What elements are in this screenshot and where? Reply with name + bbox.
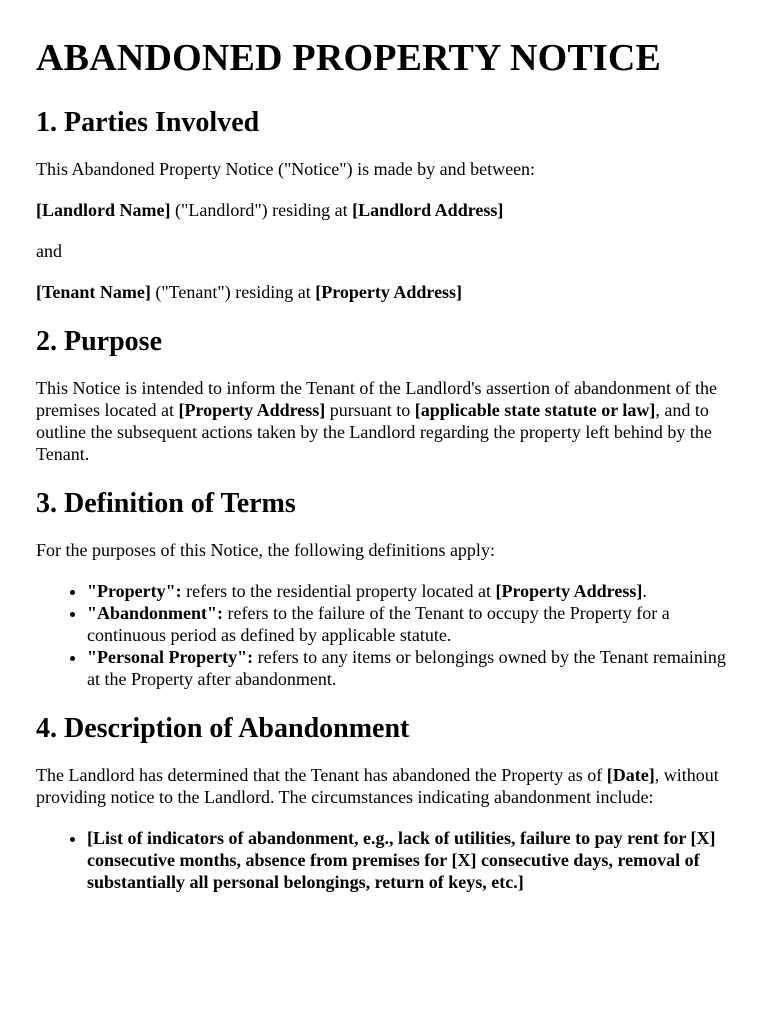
purpose-statute-placeholder: [applicable state statute or law] (414, 400, 656, 420)
definition-text: refers to the failure of the Tenant to occupy the Property for a continuous period as defined by applicable statute. (87, 603, 670, 645)
definitions-list (36, 580, 734, 690)
abandonment-text-1: The Landlord has determined that the Tenant has abandoned the Property as of (36, 765, 607, 785)
section-1-intro: This Abandoned Property Notice ("Notice") is made by and between: (36, 159, 536, 179)
landlord-line (36, 199, 734, 221)
definition-item-personal-property (87, 646, 734, 690)
purpose-text-2: pursuant to (325, 400, 415, 420)
definition-item-abandonment (87, 602, 734, 646)
abandonment-date-placeholder: [Date] (606, 765, 655, 785)
definition-term: "Abandonment": (87, 603, 224, 623)
purpose-text-1: This Notice is intended to inform the Tenant of the Landlord's assertion of abandonment of the premises located at (36, 378, 717, 420)
definition-item-property (87, 580, 734, 602)
abandonment-indicator-item (87, 827, 734, 893)
definitions-intro: For the purposes of this Notice, the following definitions apply: (36, 540, 495, 560)
purpose-text-3: , and to outline the subsequent actions taken by the Landlord regarding the property left behind by the Tenant. (36, 400, 712, 464)
definition-end: . (642, 581, 647, 601)
tenant-address-placeholder: [Property Address] (315, 282, 463, 302)
abandonment-indicators-list (36, 827, 734, 893)
section-1-heading: 1. Parties Involved (36, 107, 260, 138)
definition-bold-end: [Property Address] (495, 581, 643, 601)
tenant-name-placeholder: [Tenant Name] (36, 282, 151, 302)
definition-term: "Personal Property": (87, 647, 254, 667)
tenant-line (36, 281, 734, 303)
abandonment-text-2: , without providing notice to the Landlord. The circumstances indicating abandonment include: (36, 765, 719, 807)
and-text: and (36, 241, 62, 261)
section-2-heading: 2. Purpose (36, 326, 162, 357)
definition-text: refers to any items or belongings owned by the Tenant remaining at the Property after abandonment. (87, 647, 726, 689)
abandonment-indicator-text: [List of indicators of abandonment, e.g., lack of utilities, failure to pay rent for [X] consecutive months, absence from premises for [X] consecutive days, removal of substantially all personal belongings, return of keys, etc.] (87, 828, 716, 892)
section-4-heading: 4. Description of Abandonment (36, 713, 410, 744)
purpose-paragraph (36, 377, 734, 465)
tenant-mid-text: ("Tenant") residing at (150, 282, 316, 302)
definition-term: "Property": (87, 581, 182, 601)
landlord-name-placeholder: [Landlord Name] (36, 200, 171, 220)
definition-text: refers to the residential property located at (181, 581, 496, 601)
landlord-address-placeholder: [Landlord Address] (352, 200, 504, 220)
document-title: ABANDONED PROPERTY NOTICE (36, 37, 662, 79)
landlord-mid-text: ("Landlord") residing at (170, 200, 353, 220)
section-3-heading: 3. Definition of Terms (36, 488, 296, 519)
purpose-property-address: [Property Address] (178, 400, 326, 420)
abandonment-paragraph (36, 764, 734, 808)
